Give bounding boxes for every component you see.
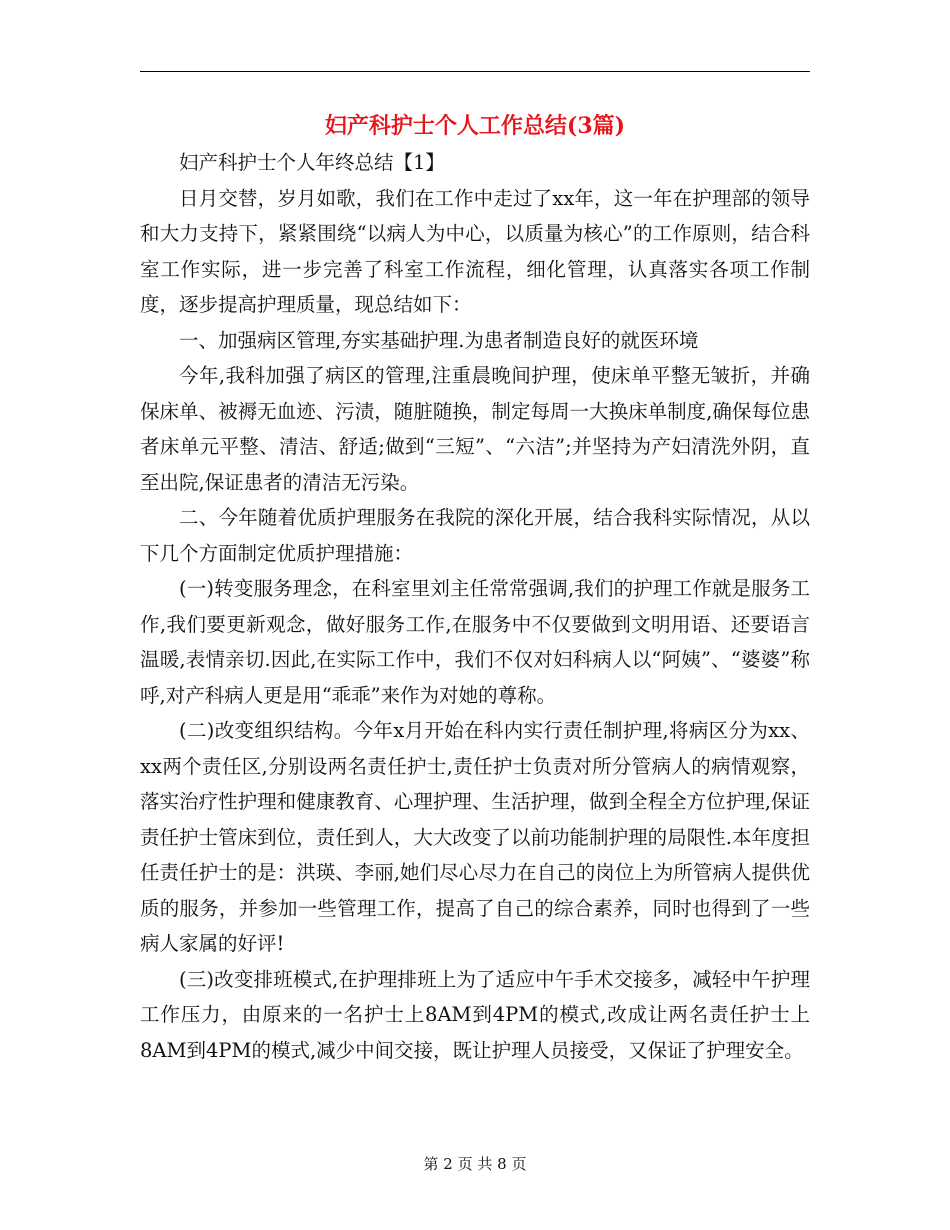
subpoint-two-paragraph: (二)改变组织结构。今年x月开始在科内实行责任制护理,将病区分为xx、xx两个责任区,分别设两名责任护士,责任护士负责对所分管病人的病情观察，落实治疗性护理和健康教育、心理护理、生活护理，做到全程全方位护理,保证责任护士管床到位，责任到人，大大改变了以前功能制护理的局限性.本年度担任责任护士的是：洪瑛、李丽,她们尽心尽力在自己的岗位上为所管病人提供优质的服务，并参加一些管理工作，提高了自己的综合素养，同时也得到了一些病人家属的好评! <box>140 719 810 955</box>
subpoint-three-paragraph: (三)改变排班模式,在护理排班上为了适应中午手术交接多，减轻中午护理工作压力，由原来的一名护士上8AM到4PM的模式,改成让两名责任护士上8AM到4PM的模式,减少中间交接，既让护理人员接受，又保证了护理安全。 <box>140 967 810 1062</box>
header-rule <box>140 71 810 72</box>
point-two-heading: 二、今年随着优质护理服务在我院的深化开展，结合我科实际情况，从以下几个方面制定优质护理措施： <box>140 506 810 565</box>
point-one-heading: 一、加强病区管理,夯实基础护理.为患者制造良好的就医环境 <box>179 328 699 352</box>
subpoint-one-paragraph: (一)转变服务理念，在科室里刘主任常常强调,我们的护理工作就是服务工作,我们要更新观念，做好服务工作,在服务中不仅要做到文明用语、还要语言温暖,表情亲切.因此,在实际工作中，我们不仅对妇科病人以“阿姨”、“婆婆”称呼,对产科病人更是用“乖乖”来作为对她的尊称。 <box>140 577 810 707</box>
section-heading: 妇产科护士个人年终总结【1】 <box>179 151 445 174</box>
document-body <box>140 145 810 1068</box>
intro-paragraph: 日月交替，岁月如歌，我们在工作中走过了xx年，这一年在护理部的领导和大力支持下，紧紧围绕“以病人为中心，以质量为核心”的工作原则，结合科室工作实际，进一步完善了科室工作流程，细化管理，认真落实各项工作制度，逐步提高护理质量，现总结如下： <box>140 186 810 316</box>
point-one-paragraph: 今年,我科加强了病区的管理,注重晨晚间护理，使床单平整无皱折，并确保床单、被褥无血迹、污渍，随脏随换，制定每周一大换床单制度,确保每位患者床单元平整、清洁、舒适;做到“三短”、“六洁”;并坚持为产妇清洗外阴，直至出院,保证患者的清洁无污染。 <box>140 364 810 494</box>
document-title: 妇产科护士个人工作总结(3篇) <box>324 113 626 139</box>
page-number-footer: 第 2 页 共 8 页 <box>423 1155 527 1173</box>
